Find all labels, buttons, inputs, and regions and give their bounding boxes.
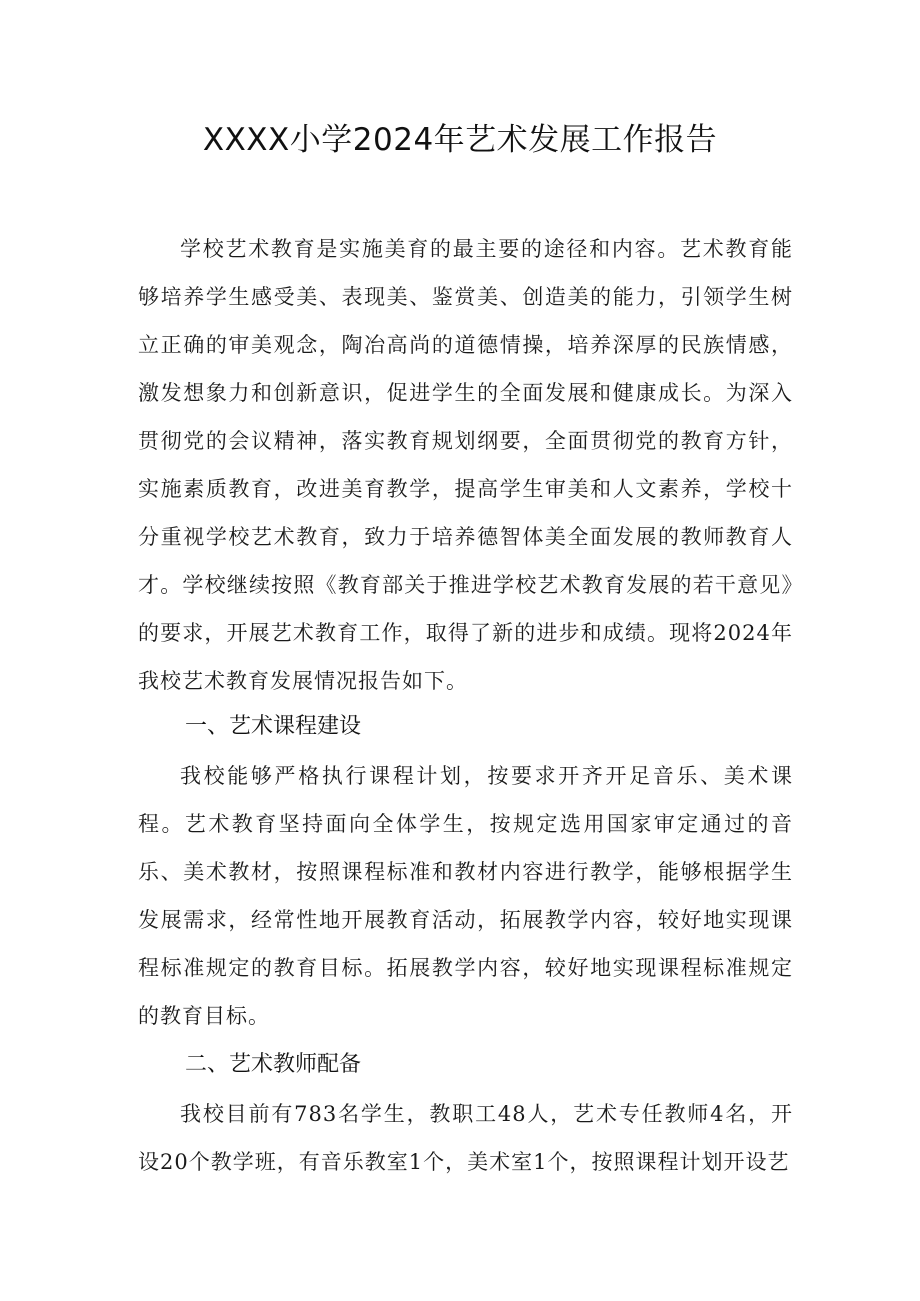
document-title: XXXX小学2024年艺术发展工作报告 — [202, 122, 718, 158]
section-paragraph-art-teachers: 我校目前有783名学生，教职工48人，艺术专任教师4名，开设20个教学班，有音乐教室1个，美术室1个，按照课程计划开设艺 — [138, 1102, 793, 1174]
section-heading-art-teachers: 二、艺术教师配备 — [185, 1052, 362, 1077]
section-heading-art-curriculum: 一、艺术课程建设 — [185, 714, 362, 739]
intro-paragraph: 学校艺术教育是实施美育的最主要的途径和内容。艺术教育能够培养学生感受美、表现美、鉴赏美、创造美的能力，引领学生树立正确的审美观念，陶冶高尚的道德情操，培养深厚的民族情感，激发想象力和创新意识，促进学生的全面发展和健康成长。为深入贯彻党的会议精神，落实教育规划纲要，全面贯彻党的教育方针，实施素质教育，改进美育教学，提高学生审美和人文素养，学校十分重视学校艺术教育，致力于培养德智体美全面发展的教师教育人才。学校继续按照《教育部关于推进学校艺术教育发展的若干意见》的要求，开展艺术教育工作，取得了新的进步和成绩。现将2024年我校艺术教育发展情况报告如下。 — [138, 237, 793, 693]
section-paragraph-art-curriculum: 我校能够严格执行课程计划，按要求开齐开足音乐、美术课程。艺术教育坚持面向全体学生，按规定选用国家审定通过的音乐、美术教材，按照课程标准和教材内容进行教学，能够根据学生发展需求，经常性地开展教育活动，拓展教学内容，较好地实现课程标准规定的教育目标。拓展教学内容，较好地实现课程标准规定的教育目标。 — [138, 764, 793, 1028]
